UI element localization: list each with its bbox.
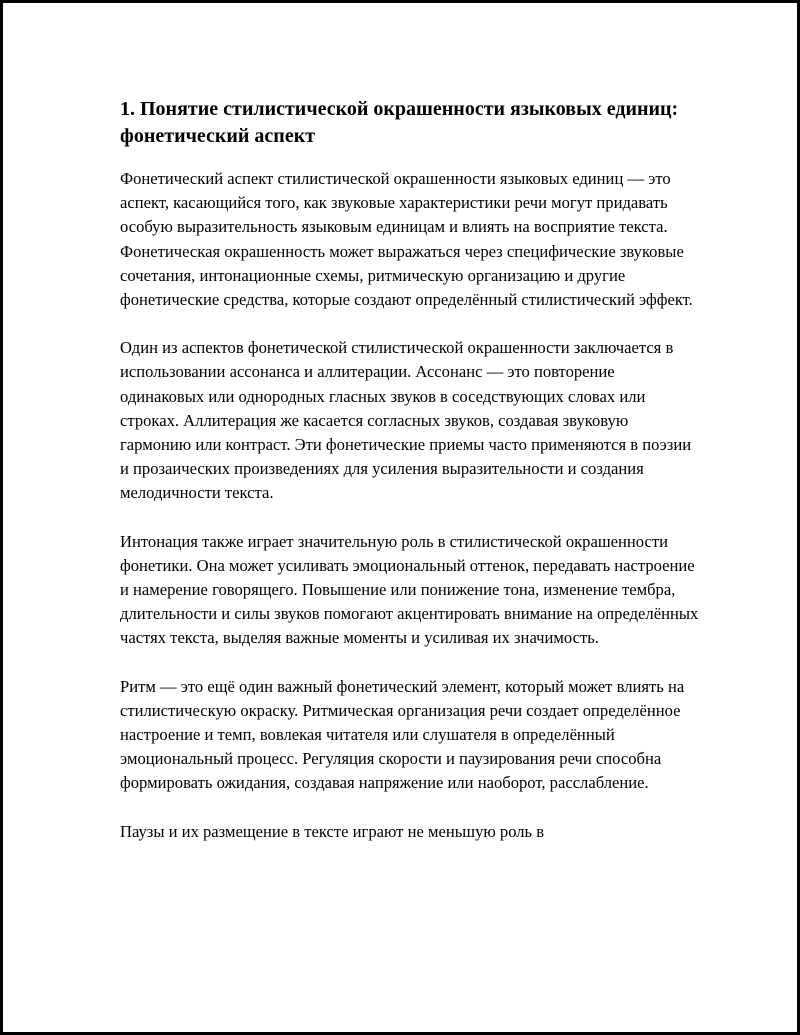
paragraph: Интонация также играет значительную роль в стилистической окрашенности фонетики. Она может усиливать эмоциональный оттенок, передавать настроение и намерение говорящего. Повышение или понижение тона, изменение тембра, длительности и силы звуков помогают акцентировать внимание на определённых частях текста, выделяя важные моменты и усиливая их значимость. bbox=[120, 531, 699, 648]
section-heading: 1. Понятие стилистической окрашенности языковых единиц: фонетический аспект bbox=[120, 98, 679, 147]
document-body bbox=[120, 96, 700, 868]
paragraph: Один из аспектов фонетической стилистической окрашенности заключается в использовании ассонанса и аллитерации. Ассонанс — это повторение одинаковых или однородных гласных звуков в соседствующих словах или строках. Аллитерация же касается согласных звуков, создавая звуковую гармонию или контраст. Эти фонетические приемы часто применяются в поэзии и прозаических произведениях для усиления выразительности и создания мелодичности текста. bbox=[120, 338, 692, 503]
paragraph: Фонетический аспект стилистической окрашенности языковых единиц — это аспект, касающийся того, как звуковые характеристики речи могут придавать особую выразительность языковым единицам и влиять на восприятие текста. Фонетическая окрашенность может выражаться через специфические звуковые сочетания, интонационные схемы, ритмическую организацию и другие фонетические средства, которые создают определённый стилистический эффект. bbox=[120, 169, 693, 310]
paragraph: Паузы и их размещение в тексте играют не меньшую роль в bbox=[120, 821, 545, 841]
paragraph: Ритм — это ещё один важный фонетический элемент, который может влиять на стилистическую окраску. Ритмическая организация речи создает определённое настроение и темп, вовлекая читателя или слушателя в определённый эмоциональный процесс. Регуляция скорости и паузирования речи способна формировать ожидания, создавая напряжение или наоборот, расслабление. bbox=[120, 676, 685, 793]
